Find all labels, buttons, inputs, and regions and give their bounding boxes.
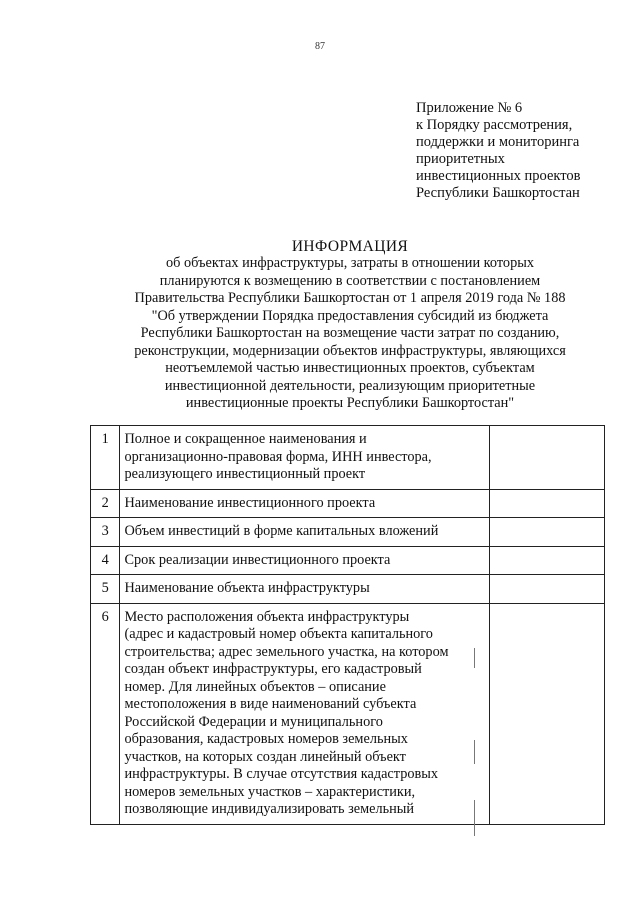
row-description [120, 546, 490, 575]
appendix-line: инвестиционных проектов [416, 168, 581, 184]
subtitle-line: реконструкции, модернизации объектов инфраструктуры, являющихся [134, 342, 566, 359]
table-row [91, 546, 605, 575]
row-description-line: Место расположения объекта инфраструктуры [124, 608, 410, 625]
table-row [91, 489, 605, 518]
table-row [91, 518, 605, 547]
scan-mark [474, 648, 475, 668]
row-number: 1 [91, 426, 120, 490]
row-value [490, 518, 605, 547]
appendix-line: к Порядку рассмотрения, [416, 117, 573, 133]
row-description-line: инфраструктуры. В случае отсутствия кадастровых [124, 766, 439, 782]
row-description [120, 489, 490, 518]
row-value [490, 546, 605, 575]
row-description-line: Наименование объекта инфраструктуры [124, 580, 370, 596]
appendix-line: Приложение № 6 [416, 100, 523, 116]
page-number: 87 [315, 41, 325, 52]
row-value [490, 489, 605, 518]
row-description-line: образования, кадастровых номеров земельных [124, 731, 408, 747]
row-number: 5 [91, 575, 120, 604]
row-description-line: Наименование инвестиционного проекта [124, 494, 376, 511]
row-description-line: участков, на которых создан линейный объект [124, 748, 406, 765]
subtitle-line: инвестиционной деятельности, реализующим приоритетные [164, 377, 536, 394]
row-description [120, 603, 490, 824]
row-value [490, 575, 605, 604]
scan-mark [474, 800, 475, 836]
row-description-line: номеров земельных участков – характеристики, [124, 783, 416, 800]
row-description-line: создан объект инфраструктуры, его кадастровый [124, 661, 422, 677]
row-description-line: строительства; адрес земельного участка, на котором [124, 643, 449, 660]
row-description-line: позволяющие индивидуализировать земельный [124, 801, 415, 817]
row-description-line: Полное и сокращенное наименования и [124, 431, 367, 447]
info-table [90, 425, 605, 825]
row-description-line: (адрес и кадастровый номер объекта капитального [124, 626, 433, 642]
row-number: 6 [91, 603, 120, 824]
subtitle-line: "Об утверждении Порядка предоставления субсидий из бюджета [151, 307, 549, 324]
row-value [490, 426, 605, 490]
row-description [120, 518, 490, 547]
row-value [490, 603, 605, 824]
subtitle-line: инвестиционные проекты Республики Башкортостан" [185, 395, 515, 411]
row-number: 2 [91, 489, 120, 518]
row-description-line: реализующего инвестиционный проект [124, 466, 366, 482]
document-subtitle [90, 255, 610, 413]
subtitle-line: планируются к возмещению в соответствии с постановлением [159, 272, 541, 289]
subtitle-line: об объектах инфраструктуры, затраты в отношении которых [166, 255, 534, 271]
row-number: 4 [91, 546, 120, 575]
table-row [91, 603, 605, 824]
row-description-line: номер. Для линейных объектов – описание [124, 678, 386, 695]
row-description-line: Объем инвестиций в форме капитальных вложений [124, 523, 439, 539]
scan-mark [474, 740, 475, 764]
row-description-line: Российской Федерации и муниципального [124, 713, 383, 730]
row-description-line: местоположения в виде наименований субъекта [124, 696, 417, 712]
appendix-line: приоритетных [416, 151, 505, 167]
appendix-line: Республики Башкортостан [416, 185, 580, 201]
subtitle-line: Правительства Республики Башкортостан от 1 апреля 2019 года № 188 [134, 290, 566, 306]
subtitle-line: неотъемлемой частью инвестиционных проектов, субъектам [165, 360, 535, 376]
row-description-line: Срок реализации инвестиционного проекта [124, 551, 391, 568]
appendix-line: поддержки и мониторинга [416, 134, 580, 150]
table-row [91, 575, 605, 604]
document-title: ИНФОРМАЦИЯ [291, 238, 409, 255]
table-row [91, 426, 605, 490]
appendix-note [416, 100, 616, 202]
row-description-line: организационно-правовая форма, ИНН инвестора, [124, 448, 432, 465]
row-description [120, 575, 490, 604]
subtitle-line: Республики Башкортостан на возмещение части затрат по созданию, [140, 325, 560, 341]
row-description [120, 426, 490, 490]
row-number: 3 [91, 518, 120, 547]
